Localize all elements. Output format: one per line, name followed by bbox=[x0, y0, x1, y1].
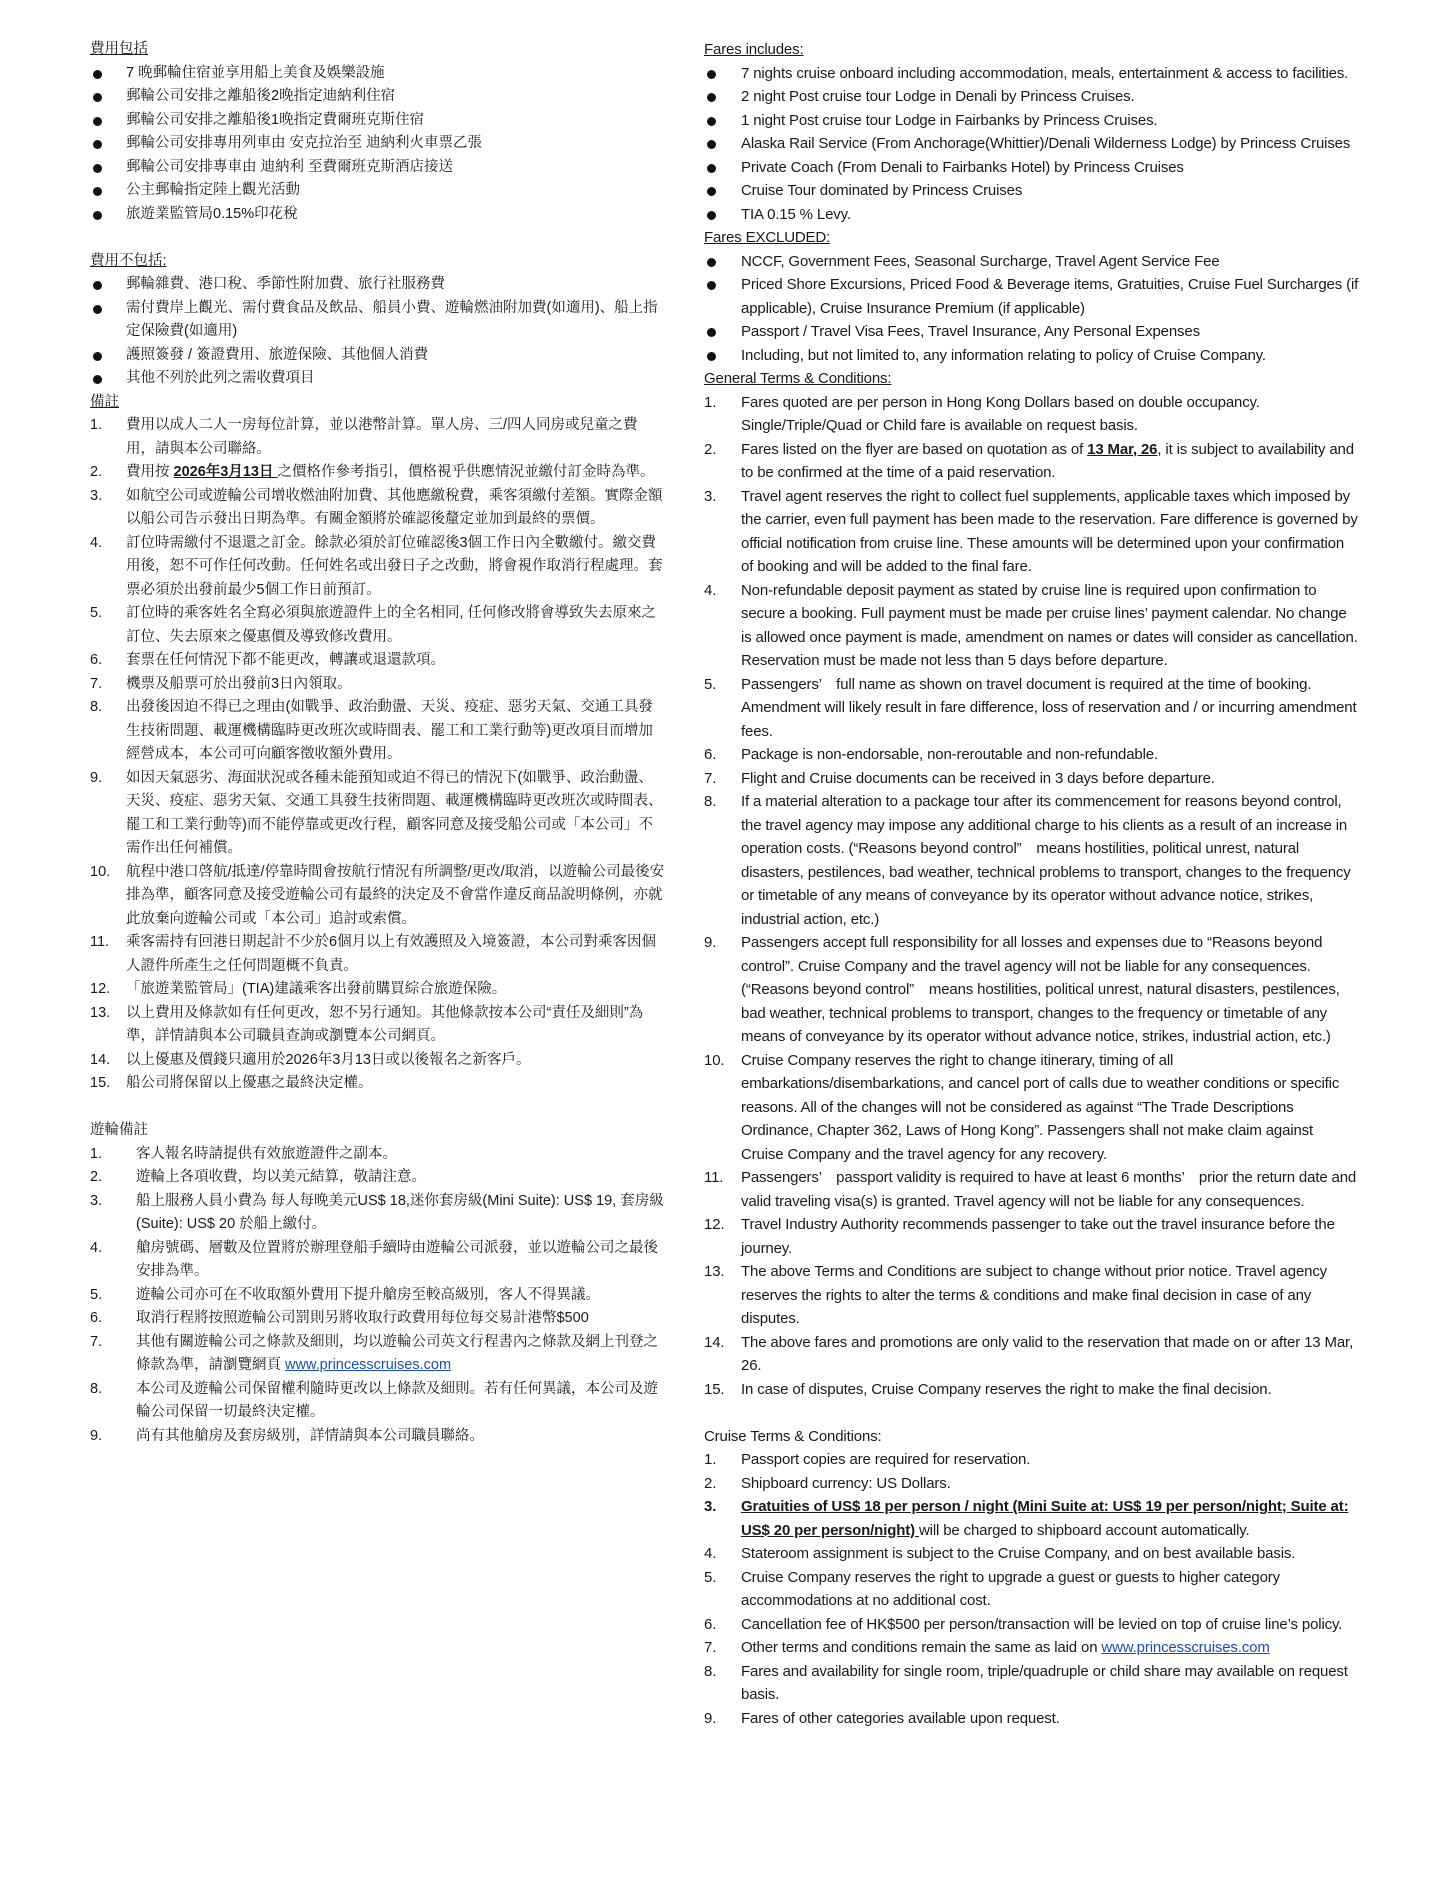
item-number: 10. bbox=[704, 1051, 725, 1069]
item-number: 12. bbox=[704, 1216, 725, 1233]
list-item bbox=[704, 579, 1359, 673]
item-number: 9. bbox=[90, 769, 103, 786]
list-item bbox=[90, 62, 665, 86]
item-text: Cancellation fee of HK$500 per person/transaction will be levied on top of cruise line’s policy. bbox=[741, 1615, 1343, 1633]
list-item bbox=[704, 1495, 1359, 1542]
list-item bbox=[90, 1378, 665, 1425]
item-number: 8. bbox=[90, 1380, 103, 1397]
cruise-remarks-list bbox=[90, 1143, 665, 1449]
princess-cruises-link[interactable]: www.princesscruises.com bbox=[285, 1357, 452, 1373]
section-heading-fares-includes: Fares includes: bbox=[704, 41, 804, 58]
item-number: 8. bbox=[704, 793, 717, 810]
bullet-icon bbox=[707, 211, 716, 220]
bullet-icon bbox=[707, 258, 716, 267]
list-item bbox=[704, 179, 1359, 203]
item-number: 8. bbox=[90, 699, 103, 715]
item-number: 6. bbox=[90, 1310, 103, 1326]
bullet-icon bbox=[93, 281, 102, 290]
item-number: 1. bbox=[90, 1145, 103, 1162]
item-text: Fares and availability for single room, triple/quadruple or child share may available on request basis. bbox=[741, 1662, 1348, 1703]
list-item bbox=[704, 767, 1359, 791]
item-number: 2. bbox=[704, 1474, 717, 1492]
bullet-icon bbox=[707, 93, 716, 102]
item-text: Flight and Cruise documents can be received in 3 days before departure. bbox=[741, 769, 1215, 787]
list-item bbox=[704, 1472, 1359, 1496]
emphasized-text: Gratuities of US$ 18 per person / night (Mini Suite at: US$ 19 per person/night; Suite at: US$ 20 per person/night) bbox=[741, 1498, 1349, 1539]
item-text: 訂位時的乘客姓名全寫必須與旅遊證件上的全名相同, 任何修改將會導致失去原來之訂位、失去原來之優惠價及導致修改費用。 bbox=[126, 605, 657, 645]
bullet-icon bbox=[707, 164, 716, 173]
bullet-icon bbox=[93, 70, 102, 79]
item-text: 如因天氣惡劣、海面狀況或各種未能預知或迫不得已的情況下(如戰爭、政治動盪、天災、疫症、惡劣天氣、交通工具發生技術問題、載運機構臨時更改班次或時間表、罷工和工業行動等)而不能停靠或更改行程，顧客同意及接受船公司或「本公司」不需作出任何補償。 bbox=[126, 769, 663, 856]
list-item bbox=[90, 861, 665, 932]
list-item bbox=[90, 461, 665, 485]
bullet-icon bbox=[707, 140, 716, 149]
item-text: 航程中港口啓航/抵達/停靠時間會按航行情況有所調整/更改/取消，以遊輪公司最後安排為準，顧客同意及接受遊輪公司有最終的決定及不會當作違反商品說明條例，亦就此放棄向遊輪公司或「本公司」追討或索償。 bbox=[126, 863, 665, 927]
item-text: Travel agent reserves the right to collect fuel supplements, applicable taxes which imposed by the carrier, even full payment has been made to the reservation. Fare difference is governed by official notification from cruise line. These amounts will be determined upon your confirmation of booking and will be added to the final fare. bbox=[741, 487, 1358, 575]
list-item bbox=[90, 344, 665, 368]
item-text: 費用按 bbox=[126, 464, 174, 480]
item-number: 3. bbox=[90, 1192, 103, 1209]
item-text: 7 晚郵輪住宿並享用船上美食及娛樂設施 bbox=[126, 64, 385, 81]
item-text: Non-refundable deposit payment as stated by cruise line is required upon confirmation to secure a booking. Full payment must be made per cruise lines’ payment calendar. No change is allowed once payment is made, amendment on names or dates will consider as cancellation. Reservation must be made not less than 5 days before departure. bbox=[741, 581, 1358, 669]
item-text: 客人報名時請提供有效旅遊證件之副本。 bbox=[136, 1145, 397, 1162]
item-number: 7. bbox=[90, 675, 103, 692]
list-item bbox=[704, 250, 1359, 274]
emphasized-text: 2026年3月13日 bbox=[173, 464, 278, 480]
item-number: 2. bbox=[90, 1169, 103, 1185]
bullet-icon bbox=[707, 70, 716, 79]
list-item bbox=[90, 1237, 665, 1284]
item-text: Private Coach (From Denali to Fairbanks Hotel) by Princess Cruises bbox=[741, 158, 1184, 176]
item-text: 2 night Post cruise tour Lodge in Denali by Princess Cruises. bbox=[741, 88, 1135, 105]
item-text: Stateroom assignment is subject to the Cruise Company, and on best available basis. bbox=[741, 1545, 1296, 1562]
item-text: 出發後因迫不得已之理由(如戰爭、政治動盪、天災、疫症、惡劣天氣、交通工具發生技術問題、載運機構臨時更改班次或時間表、罷工和工業行動等)更改項目而增加經營成本，本公司可向顧客徵收額外費用。 bbox=[126, 699, 653, 762]
list-item bbox=[704, 1049, 1359, 1167]
list-item bbox=[704, 1660, 1359, 1707]
item-text: 以上費用及條款如有任何更改，恕不另行通知。其他條款按本公司“責任及細則”為準，詳情請與本公司職員查詢或瀏覽本公司網頁。 bbox=[126, 1004, 644, 1044]
list-item bbox=[704, 344, 1359, 368]
item-number: 7. bbox=[90, 1333, 103, 1350]
list-item bbox=[704, 273, 1359, 320]
list-item bbox=[704, 1636, 1359, 1660]
remarks-list bbox=[90, 414, 665, 1096]
item-text: 旅遊業監管局0.15%印花稅 bbox=[126, 205, 298, 222]
section-heading-cruise-terms: Cruise Terms & Conditions: bbox=[704, 1427, 882, 1445]
list-item bbox=[90, 132, 665, 156]
princess-cruises-link[interactable]: www.princesscruises.com bbox=[1101, 1639, 1270, 1656]
item-text: 套票在任何情況下都不能更改，轉讓或退還款項。 bbox=[126, 652, 445, 668]
bullet-icon bbox=[707, 352, 716, 361]
item-number: 1. bbox=[90, 417, 103, 433]
item-text: 需付費岸上觀光、需付費食品及飲品、船員小費、遊輪燃油附加費(如適用)、船上指定保險費(如適用) bbox=[126, 299, 658, 339]
item-text: Package is non-endorsable, non-reroutable and non-refundable. bbox=[741, 746, 1158, 763]
bullet-icon bbox=[93, 375, 102, 384]
item-number: 6. bbox=[704, 1615, 717, 1633]
item-number: 9. bbox=[90, 1427, 103, 1444]
list-item bbox=[90, 978, 665, 1002]
bullet-icon bbox=[93, 187, 102, 196]
list-item bbox=[704, 1542, 1359, 1566]
item-text: 艙房號碼、層數及位置將於辦理登船手續時由遊輪公司派發，並以遊輪公司之最後安排為準。 bbox=[136, 1239, 658, 1279]
list-item bbox=[704, 62, 1359, 86]
item-text: 取消行程將按照遊輪公司罰則另將收取行政費用每位每交易計港幣$500 bbox=[136, 1310, 589, 1326]
item-text: Travel Industry Authority recommends passenger to take out the travel insurance before the journey. bbox=[741, 1216, 1335, 1257]
chinese-terms-column bbox=[90, 38, 665, 1448]
section-heading-fees-excluded: 費用不包括: bbox=[90, 252, 167, 269]
list-item bbox=[90, 1143, 665, 1167]
item-text: 之價格作參考指引，價格視乎供應情況並繳付訂金時為準。 bbox=[277, 464, 655, 480]
item-number: 3. bbox=[90, 487, 103, 504]
item-number: 6. bbox=[704, 746, 717, 763]
list-item bbox=[704, 391, 1359, 438]
list-item bbox=[90, 532, 665, 603]
list-item bbox=[90, 931, 665, 978]
list-item bbox=[704, 109, 1359, 133]
list-item bbox=[90, 85, 665, 109]
item-number: 4. bbox=[90, 1239, 103, 1256]
item-text: 護照簽發 / 簽證費用、旅遊保險、其他個人消費 bbox=[126, 346, 429, 363]
section-heading-fares-excluded: Fares EXCLUDED: bbox=[704, 229, 831, 246]
item-text: 郵輪公司安排專車由 迪納利 至費爾班克斯酒店接送 bbox=[126, 158, 454, 175]
list-item bbox=[90, 696, 665, 767]
list-item bbox=[704, 85, 1359, 109]
list-item bbox=[704, 1566, 1359, 1613]
item-text: Cruise Company reserves the right to upgrade a guest or guests to higher category accommodations at no additional cost. bbox=[741, 1568, 1280, 1609]
section-heading-general-terms: General Terms & Conditions: bbox=[704, 370, 892, 387]
item-text: Fares listed on the flyer are based on quotation as of bbox=[741, 440, 1088, 458]
item-number: 8. bbox=[704, 1662, 717, 1680]
list-item bbox=[704, 1448, 1359, 1472]
item-number: 2. bbox=[90, 464, 103, 480]
item-text: 1 night Post cruise tour Lodge in Fairbanks by Princess Cruises. bbox=[741, 111, 1158, 129]
item-number: 15. bbox=[90, 1075, 111, 1091]
bullet-icon bbox=[707, 328, 716, 337]
list-item bbox=[90, 1166, 665, 1190]
item-text: The above Terms and Conditions are subject to change without prior notice. Travel agency reserves the rights to alter the terms & conditions and make final decision in case of any disputes. bbox=[741, 1263, 1328, 1327]
fares-excluded-list bbox=[704, 250, 1359, 368]
item-number: 2. bbox=[704, 440, 717, 458]
fares-includes-list bbox=[704, 62, 1359, 227]
list-item bbox=[704, 320, 1359, 344]
list-item bbox=[704, 790, 1359, 931]
item-text: Alaska Rail Service (From Anchorage(Whittier)/Denali Wilderness Lodge) by Princess Cruises bbox=[741, 135, 1351, 152]
list-item bbox=[704, 1213, 1359, 1260]
item-text: 7 nights cruise onboard including accommodation, meals, entertainment & access to facilities. bbox=[741, 64, 1349, 82]
list-item bbox=[90, 1425, 665, 1449]
item-text: 訂位時需繳付不退還之訂金。餘款必須於訂位確認後3個工作日內全數繳付。繳交費用後，恕不可作任何改動。任何姓名或出發日子之改動，將會視作取消行程處理。套票必須於出發前最少5個工作日前預訂。 bbox=[126, 534, 663, 598]
item-text: The above fares and promotions are only valid to the reservation that made on or after 13 Mar, 26. bbox=[741, 1333, 1354, 1374]
item-number: 12. bbox=[90, 981, 111, 997]
item-text: Passport copies are required for reservation. bbox=[741, 1451, 1031, 1468]
item-text: 遊輪公司亦可在不收取額外費用下提升艙房至較高級別，客人不得異議。 bbox=[136, 1286, 600, 1303]
item-text: In case of disputes, Cruise Company reserves the right to make the final decision. bbox=[741, 1380, 1272, 1398]
list-item bbox=[90, 649, 665, 673]
bullet-icon bbox=[707, 281, 716, 290]
list-item bbox=[90, 203, 665, 227]
list-item bbox=[90, 1190, 665, 1237]
list-item bbox=[90, 273, 665, 297]
list-item bbox=[704, 1331, 1359, 1378]
list-item bbox=[90, 767, 665, 861]
bullet-icon bbox=[707, 117, 716, 126]
item-text: Passengers’ full name as shown on travel document is required at the time of booking. Amendment will likely result in fare difference, loss of reservation and / or incurring amendment fees. bbox=[741, 675, 1357, 740]
general-terms-list bbox=[704, 391, 1359, 1402]
item-text: Passengers’ passport validity is required to have at least 6 months’ prior the return date and valid traveling visa(s) is granted. Travel agency will not be liable for any consequences. bbox=[741, 1169, 1357, 1210]
item-text: Including, but not limited to, any information relating to policy of Cruise Company. bbox=[741, 346, 1266, 364]
item-number: 3. bbox=[704, 487, 717, 505]
bullet-icon bbox=[93, 211, 102, 220]
list-item bbox=[90, 109, 665, 133]
item-text: Other terms and conditions remain the same as laid on bbox=[741, 1639, 1102, 1656]
item-number: 13. bbox=[704, 1263, 725, 1280]
list-item bbox=[704, 743, 1359, 767]
item-number: 7. bbox=[704, 769, 717, 787]
item-text: Fares quoted are per person in Hong Kong Dollars based on double occupancy. Single/Triple/Quad or Child fare is available on request basis. bbox=[741, 393, 1260, 434]
list-item bbox=[90, 602, 665, 649]
item-text: 費用以成人二人一房每位計算，並以港幣計算。單人房、三/四人同房或兒童之費用，請與本公司聯絡。 bbox=[126, 417, 638, 457]
bullet-icon bbox=[707, 187, 716, 196]
list-item bbox=[90, 673, 665, 697]
item-text: will be charged to shipboard account automatically. bbox=[918, 1521, 1250, 1539]
list-item bbox=[90, 179, 665, 203]
item-number: 4. bbox=[90, 534, 103, 551]
item-text: TIA 0.15 % Levy. bbox=[741, 205, 851, 223]
section-heading-fees-included: 費用包括 bbox=[90, 41, 148, 57]
item-text: NCCF, Government Fees, Seasonal Surcharge, Travel Agent Service Fee bbox=[741, 252, 1220, 270]
list-item bbox=[90, 485, 665, 532]
bullet-icon bbox=[93, 305, 102, 314]
fees-excluded-list bbox=[90, 273, 665, 391]
item-text: Passengers accept full responsibility for all losses and expenses due to “Reasons beyond control”. Cruise Company and the travel agency will not be liable for any consequences. (“Reasons beyond control” means hostilities, political unrest, natural disasters, pestilences, bad weather, technical problems to transport, changes to the frequency or timetable of any means of conveyance by its operator without advance notice, strikes, industrial action, etc.) bbox=[741, 934, 1340, 1045]
item-number: 7. bbox=[704, 1639, 717, 1656]
item-number: 1. bbox=[704, 1451, 717, 1468]
list-item bbox=[90, 1284, 665, 1308]
item-text: 尚有其他艙房及套房級別，詳情請與本公司職員聯絡。 bbox=[136, 1427, 484, 1444]
list-item bbox=[704, 673, 1359, 744]
item-text: 船上服務人員小費為 每人每晚美元US$ 18,迷你套房級(Mini Suite): US$ 19, 套房級(Suite): US$ 20 於船上繳付。 bbox=[136, 1192, 664, 1232]
list-item bbox=[704, 203, 1359, 227]
item-text: 船公司將保留以上優惠之最終決定權。 bbox=[126, 1075, 373, 1091]
english-terms-column bbox=[704, 38, 1359, 1730]
list-item bbox=[90, 297, 665, 344]
item-text: Shipboard currency: US Dollars. bbox=[741, 1474, 951, 1492]
item-text: 如航空公司或遊輪公司增收燃油附加費、其他應繳稅費，乘客須繳付差額。實際金額以船公司告示發出日期為準。有關金額將於確認後釐定並加到最終的票價。 bbox=[126, 487, 663, 527]
item-number: 14. bbox=[704, 1333, 725, 1351]
item-number: 15. bbox=[704, 1380, 725, 1398]
list-item bbox=[704, 1613, 1359, 1637]
item-text: Cruise Tour dominated by Princess Cruises bbox=[741, 182, 1023, 199]
item-text: 郵輪雜費、港口稅、季節性附加費、旅行社服務費 bbox=[126, 276, 445, 292]
item-text: If a material alteration to a package tour after its commencement for reasons beyond control, the travel agency may impose any additional charge to his clients as a result of an increase in operation costs. (“Reasons beyond control” means hostilities, political unrest, natural disasters, pestilences, bad weather, technical problems to transport, changes to the frequency or timetable of any means of conveyance by its operator without advance notice, strikes, industrial action, etc.) bbox=[741, 793, 1351, 928]
item-number: 4. bbox=[704, 581, 717, 599]
item-number: 3. bbox=[704, 1498, 717, 1515]
list-item bbox=[704, 1166, 1359, 1213]
item-number: 13. bbox=[90, 1004, 111, 1021]
item-text: 其他不列於此列之需收費項目 bbox=[126, 370, 315, 386]
item-number: 9. bbox=[704, 934, 717, 951]
item-number: 11. bbox=[90, 934, 110, 950]
item-text: 本公司及遊輪公司保留權利隨時更改以上條款及細則。若有任何異議，本公司及遊輪公司保留一切最終決定權。 bbox=[136, 1380, 658, 1420]
emphasized-text: 13 Mar, 26 bbox=[1087, 440, 1158, 458]
item-text: Priced Shore Excursions, Priced Food & Beverage items, Gratuities, Cruise Fuel Surcharges (if applicable), Cruise Insurance Premium (if applicable) bbox=[741, 276, 1359, 317]
item-number: 6. bbox=[90, 652, 103, 668]
item-text: 其他有關遊輪公司之條款及細則，均以遊輪公司英文行程書內之條款及網上刊登之條款為準，請瀏覽網頁 bbox=[136, 1333, 658, 1373]
item-number: 5. bbox=[90, 1286, 103, 1303]
item-text: 郵輪公司安排之離船後1晚指定費爾班克斯住宿 bbox=[126, 111, 425, 128]
list-item bbox=[90, 414, 665, 461]
item-number: 1. bbox=[704, 393, 717, 411]
item-text: , it is subject to availability and to be confirmed at the time of a paid reservation. bbox=[741, 440, 1354, 481]
list-item bbox=[90, 367, 665, 391]
item-text: 郵輪公司安排之離船後2晚指定迪納利住宿 bbox=[126, 88, 396, 104]
cruise-terms-list bbox=[704, 1448, 1359, 1730]
item-number: 14. bbox=[90, 1051, 111, 1068]
item-text: Passport / Travel Visa Fees, Travel Insurance, Any Personal Expenses bbox=[741, 323, 1200, 340]
list-item bbox=[704, 1707, 1359, 1731]
item-text: Cruise Company reserves the right to change itinerary, timing of all embarkations/disembarkations, and cancel port of calls due to weather conditions or specific reasons. All of the changes will not be considered as against “The Trade Descriptions Ordinance, Chapter 362, Laws of Hong Kong”. Passengers shall not make claim against Cruise Company and the travel agency for any recovery. bbox=[741, 1051, 1340, 1163]
fees-included-list bbox=[90, 62, 665, 227]
item-text: 乘客需持有回港日期起計不少於6個月以上有效護照及入境簽證，本公司對乘客因個人證件所產生之任何問題概不負責。 bbox=[126, 934, 657, 974]
list-item bbox=[704, 931, 1359, 1049]
item-number: 4. bbox=[704, 1545, 717, 1562]
bullet-icon bbox=[93, 140, 102, 149]
list-item bbox=[704, 1378, 1359, 1402]
item-number: 5. bbox=[704, 1568, 717, 1586]
list-item bbox=[90, 1002, 665, 1049]
list-item bbox=[90, 156, 665, 180]
bullet-icon bbox=[93, 164, 102, 173]
bullet-icon bbox=[93, 117, 102, 126]
item-number: 9. bbox=[704, 1709, 717, 1727]
item-number: 5. bbox=[90, 605, 103, 621]
list-item bbox=[704, 438, 1359, 485]
list-item bbox=[704, 485, 1359, 579]
bullet-icon bbox=[93, 93, 102, 102]
item-text: Fares of other categories available upon request. bbox=[741, 1709, 1060, 1727]
item-text: 郵輪公司安排專用列車由 安克拉治至 迪納利火車票乙張 bbox=[126, 135, 483, 151]
item-text: 以上優惠及價錢只適用於2026年3月13日或以後報名之新客戶。 bbox=[126, 1051, 531, 1068]
item-text: 機票及船票可於出發前3日內領取。 bbox=[126, 675, 352, 692]
list-item bbox=[90, 1072, 665, 1096]
list-item bbox=[704, 1260, 1359, 1331]
bullet-icon bbox=[93, 352, 102, 361]
list-item bbox=[704, 156, 1359, 180]
list-item bbox=[704, 132, 1359, 156]
list-item bbox=[90, 1049, 665, 1073]
item-text: 遊輪上各項收費，均以美元結算，敬請注意。 bbox=[136, 1169, 426, 1185]
section-heading-cruise-remarks: 遊輪備註 bbox=[90, 1122, 148, 1138]
list-item bbox=[90, 1331, 665, 1378]
list-item bbox=[90, 1307, 665, 1331]
section-heading-remarks: 備註 bbox=[90, 393, 119, 410]
item-number: 10. bbox=[90, 863, 111, 880]
item-text: 公主郵輪指定陸上觀光活動 bbox=[126, 182, 300, 198]
item-number: 5. bbox=[704, 675, 717, 693]
item-number: 11. bbox=[704, 1169, 724, 1186]
item-text: 「旅遊業監管局」(TIA)建議乘客出發前購買綜合旅遊保險。 bbox=[126, 981, 507, 997]
